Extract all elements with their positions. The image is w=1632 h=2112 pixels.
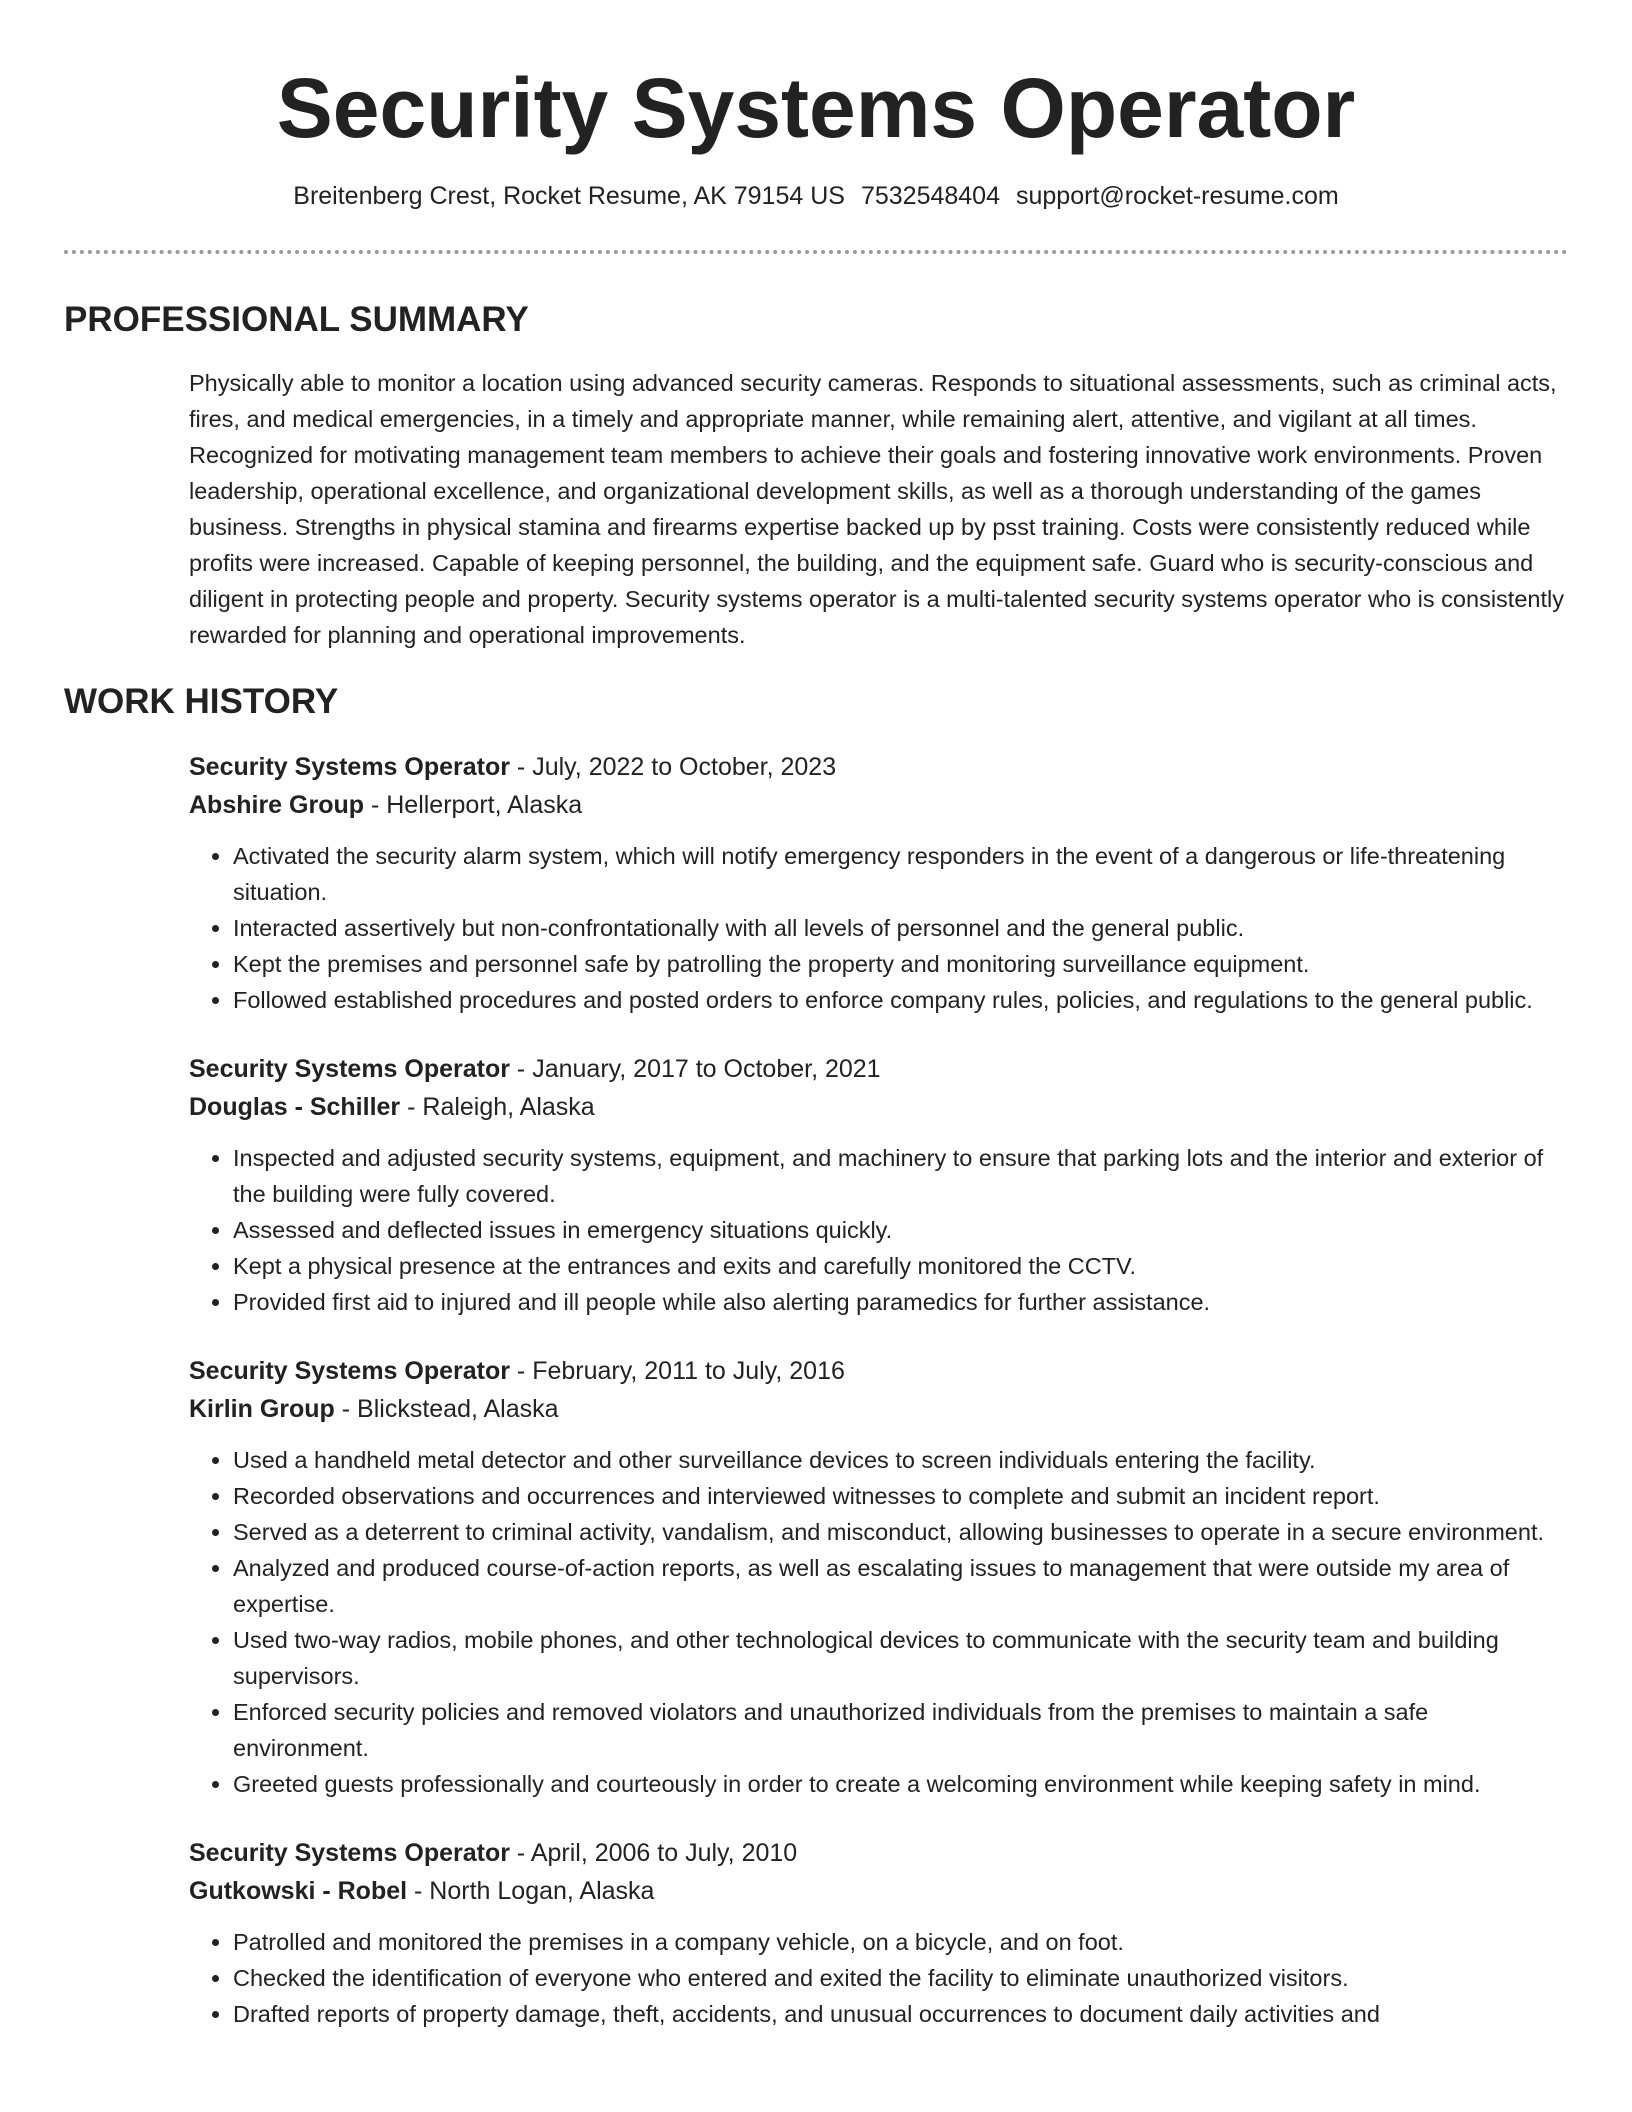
job-role: Security Systems Operator [189,753,510,781]
job-title-line [189,1352,1569,1390]
job-dates: - January, 2017 to October, 2021 [509,1055,881,1083]
job-bullets [189,838,1569,1018]
job-bullet: • Provided first aid to injured and ill people while also alerting paramedics for further assistance. [233,1284,1569,1320]
job-bullet: • Greeted guests professionally and courteously in order to create a welcoming environment while keeping safety in mind. [233,1766,1569,1802]
job-company: Kirlin Group [189,1395,335,1423]
job-bullet: • Used two-way radios, mobile phones, and other technological devices to communicate with the security team and building supervisors. [233,1622,1569,1694]
job-bullet: • Activated the security alarm system, which will notify emergency responders in the event of a dangerous or life-threatening situation. [233,838,1569,910]
job-entry [189,1834,1569,2032]
job-bullet: • Patrolled and monitored the premises in a company vehicle, on a bicycle, and on foot. [233,1924,1569,1960]
job-title-line [189,748,1569,786]
job-bullet: • Inspected and adjusted security systems, equipment, and machinery to ensure that parking lots and the interior and exterior of the building were fully covered. [233,1140,1569,1212]
job-dates: - July, 2022 to October, 2023 [509,753,837,781]
job-company-line [189,786,1569,824]
job-title-line [189,1050,1569,1088]
job-location: - Hellerport, Alaska [364,791,583,819]
job-bullet: • Recorded observations and occurrences and interviewed witnesses to complete and submit an incident report. [233,1478,1569,1514]
job-company: Douglas - Schiller [189,1093,401,1121]
job-entry [189,1352,1569,1802]
job-bullet: • Kept a physical presence at the entrances and exits and carefully monitored the CCTV. [233,1248,1569,1284]
job-bullet: • Checked the identification of everyone who entered and exited the facility to eliminate unauthorized visitors. [233,1960,1569,1996]
summary-heading: PROFESSIONAL SUMMARY [64,300,529,339]
job-bullets [189,1140,1569,1320]
job-company: Gutkowski - Robel [189,1877,408,1905]
job-location: - Raleigh, Alaska [400,1093,595,1121]
summary-text: Physically able to monitor a location using advanced security cameras. Responds to situational assessments, such as criminal acts, fires, and medical emergencies, in a timely and appropriate manner, while remaining alert, attentive, and vigilant at all times. Recognized for motivating management team members to achieve their goals and fostering innovative work environments. Proven leadership, operational excellence, and organizational development skills, as well as a thorough understanding of the games business. Strengths in physical stamina and firearms expertise backed up by psst training. Costs were consistently reduced while profits were increased. Capable of keeping personnel, the building, and the equipment safe. Guard who is security-conscious and diligent in protecting people and property. Security systems operator is a multi-talented security systems operator who is consistently rewarded for planning and operational improvements. [189,370,1564,648]
contact-address: Breitenberg Crest, Rocket Resume, AK 79154 US [293,182,845,210]
job-bullet: • Interacted assertively but non-confrontationally with all levels of personnel and the general public. [233,910,1569,946]
job-entry [189,748,1569,1018]
job-title-line [189,1834,1569,1872]
job-bullet: • Analyzed and produced course-of-action reports, as well as escalating issues to management that were outside my area of expertise. [233,1550,1569,1622]
job-dates: - April, 2006 to July, 2010 [509,1839,798,1867]
contact-line [64,179,1568,213]
job-bullet: • Served as a deterrent to criminal activity, vandalism, and misconduct, allowing businesses to operate in a secure environment. [233,1514,1569,1550]
job-bullets [189,1442,1569,1802]
job-bullet: • Enforced security policies and removed violators and unauthorized individuals from the premises to maintain a safe environment. [233,1694,1569,1766]
job-dates: - February, 2011 to July, 2016 [509,1357,845,1385]
job-bullet: • Assessed and deflected issues in emergency situations quickly. [233,1212,1569,1248]
header-divider [64,250,1568,254]
job-company: Abshire Group [189,791,365,819]
job-bullet: • Followed established procedures and posted orders to enforce company rules, policies, and regulations to the general public. [233,982,1569,1018]
job-location: - Blickstead, Alaska [334,1395,559,1423]
work-history-heading: WORK HISTORY [64,682,339,721]
job-role: Security Systems Operator [189,1839,510,1867]
job-bullets [189,1924,1569,2032]
work-history-list [189,748,1569,2054]
contact-phone: 7532548404 [860,182,1000,210]
job-company-line [189,1390,1569,1428]
job-entry [189,1050,1569,1320]
job-bullet: • Used a handheld metal detector and other surveillance devices to screen individuals entering the facility. [233,1442,1569,1478]
job-company-line [189,1088,1569,1126]
job-location: - North Logan, Alaska [407,1877,655,1905]
job-bullet: • Drafted reports of property damage, theft, accidents, and unusual occurrences to document daily activities and [233,1996,1569,2032]
resume-page [64,0,1568,2027]
contact-email[interactable]: support@rocket-resume.com [1016,182,1339,210]
job-role: Security Systems Operator [189,1055,510,1083]
resume-name: Security Systems Operator [276,61,1356,155]
job-bullet: • Kept the premises and personnel safe by patrolling the property and monitoring surveillance equipment. [233,946,1569,982]
job-role: Security Systems Operator [189,1357,510,1385]
job-company-line [189,1872,1569,1910]
